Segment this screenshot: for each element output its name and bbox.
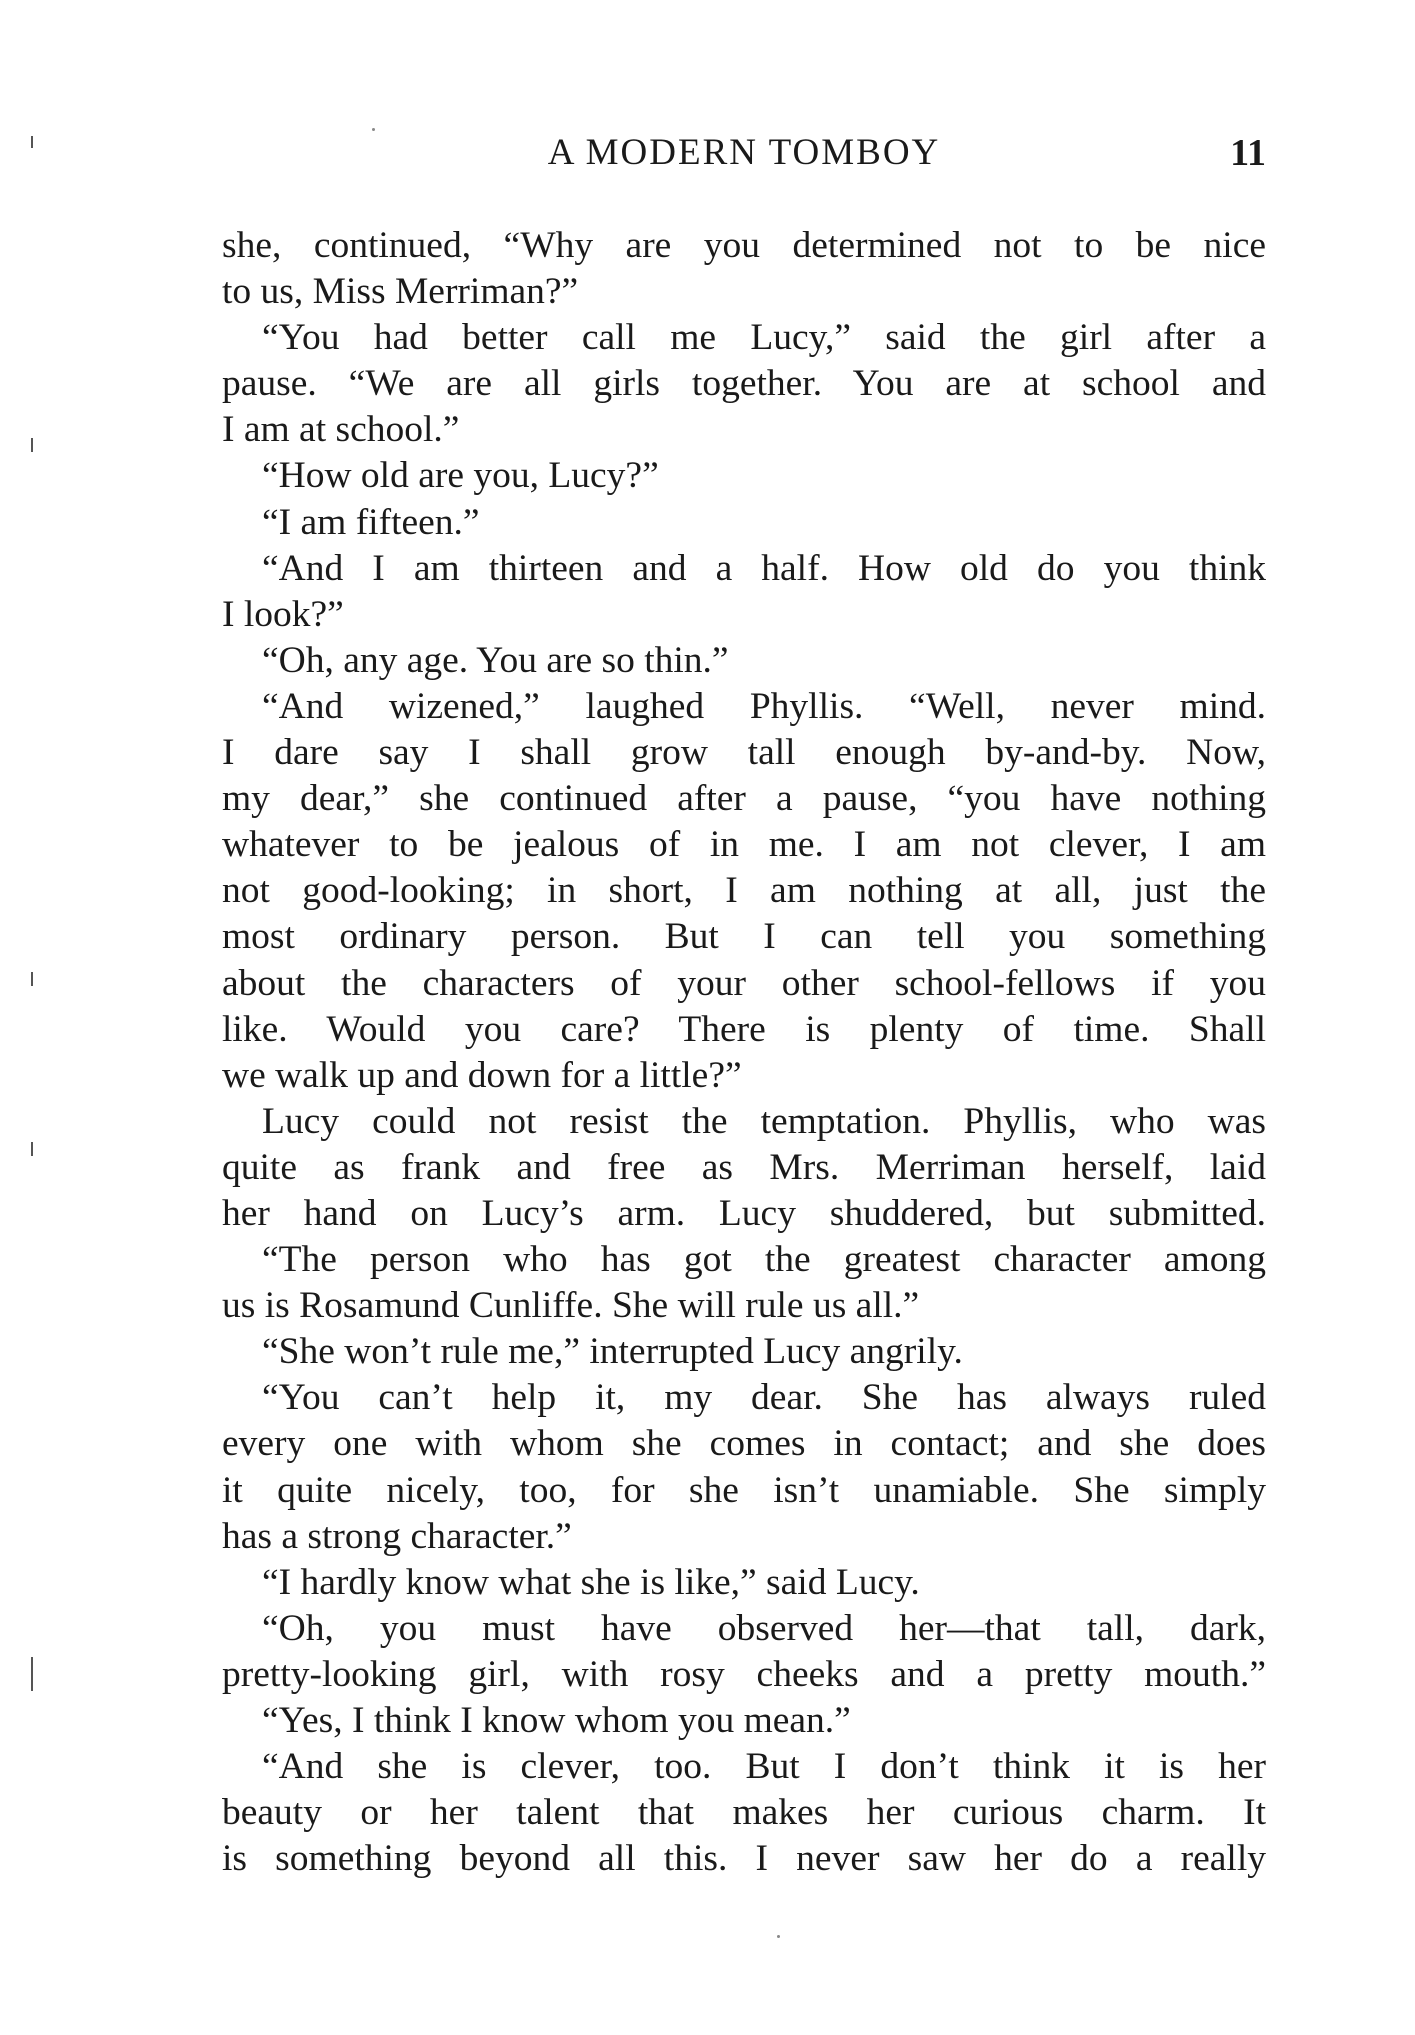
margin-mark [31, 972, 33, 986]
margin-mark [31, 438, 33, 452]
text-line: every one with whom she comes in contact; and she does [222, 1423, 1266, 1465]
text-line: like. Would you care? There is plenty of time. Shall [222, 1008, 1266, 1050]
text-line: pause. “We are all girls together. You are at school and [222, 363, 1266, 405]
text-line: not good-looking; in short, I am nothing at all, just the [222, 870, 1266, 912]
margin-mark [31, 1142, 33, 1156]
text-line: beauty or her talent that makes her curious charm. It [222, 1792, 1266, 1834]
text-line: “And wizened,” laughed Phyllis. “Well, never mind. [262, 685, 1266, 727]
text-line: “She won’t rule me,” interrupted Lucy angrily. [262, 1331, 963, 1373]
text-line: has a strong character.” [222, 1515, 572, 1557]
running-title: A MODERN TOMBOY [547, 132, 941, 173]
text-line: her hand on Lucy’s arm. Lucy shuddered, but submitted. [222, 1192, 1266, 1234]
text-line: “Oh, any age. You are so thin.” [262, 639, 729, 681]
text-line: we walk up and down for a little?” [222, 1054, 742, 1096]
scan-speck [777, 1935, 780, 1938]
text-line: “I am fifteen.” [262, 501, 480, 543]
text-line: I am at school.” [222, 409, 460, 451]
margin-mark [31, 1657, 33, 1691]
text-line: about the characters of your other school-fellows if you [222, 962, 1266, 1004]
text-line: it quite nicely, too, for she isn’t unamiable. She simply [222, 1469, 1266, 1511]
text-line: “Oh, you must have observed her—that tall, dark, [262, 1607, 1266, 1649]
text-line: pretty-looking girl, with rosy cheeks and a pretty mouth.” [222, 1653, 1266, 1695]
text-line: “You had better call me Lucy,” said the girl after a [262, 317, 1266, 359]
text-line: “And she is clever, too. But I don’t think it is her [262, 1746, 1266, 1788]
text-line: “I hardly know what she is like,” said Lucy. [262, 1561, 920, 1603]
scan-speck [372, 128, 375, 131]
text-line: most ordinary person. But I can tell you something [222, 916, 1266, 958]
running-head [222, 128, 1266, 178]
text-line: I dare say I shall grow tall enough by-and-by. Now, [222, 732, 1266, 774]
text-line: she, continued, “Why are you determined not to be nice [222, 225, 1266, 266]
text-line: “The person who has got the greatest character among [262, 1239, 1266, 1281]
text-line: “How old are you, Lucy?” [262, 455, 659, 497]
text-line: my dear,” she continued after a pause, “you have nothing [222, 778, 1266, 820]
margin-mark [31, 136, 33, 148]
text-line: “You can’t help it, my dear. She has always ruled [262, 1377, 1266, 1419]
text-line: “And I am thirteen and a half. How old do you think [262, 547, 1266, 589]
text-line: Lucy could not resist the temptation. Phyllis, who was [262, 1100, 1266, 1142]
page-number: 11 [1230, 132, 1266, 174]
text-line: us is Rosamund Cunliffe. She will rule us all.” [222, 1285, 920, 1327]
text-line: is something beyond all this. I never saw her do a really [222, 1838, 1266, 1880]
text-line: “Yes, I think I know whom you mean.” [262, 1700, 851, 1741]
text-line: whatever to be jealous of in me. I am not clever, I am [222, 824, 1266, 866]
text-line: to us, Miss Merriman?” [222, 271, 579, 313]
body-text [222, 223, 1266, 1882]
text-line: quite as frank and free as Mrs. Merriman herself, laid [222, 1146, 1266, 1188]
text-line: I look?” [222, 593, 344, 635]
